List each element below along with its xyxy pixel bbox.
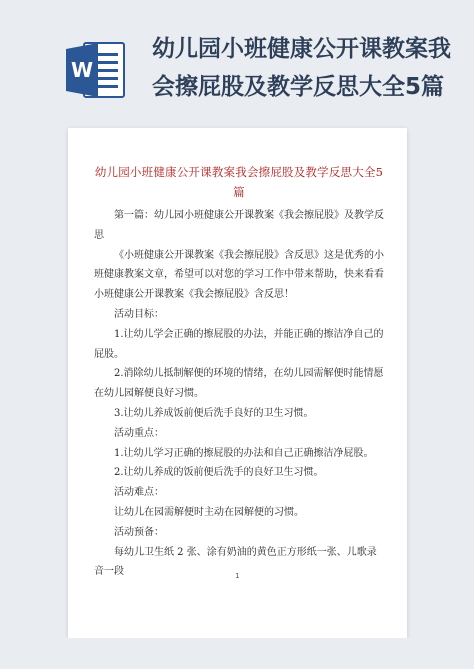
paragraph: 活动预备： xyxy=(114,526,164,538)
document-body xyxy=(94,206,384,582)
paragraph: 3.让幼儿养成饭前便后洗手良好的卫生习惯。 xyxy=(114,407,314,419)
paragraph: 活动难点： xyxy=(114,487,164,499)
page-title: 幼儿园小班健康公开课教案我会擦屁股及教学反思大全5篇 xyxy=(152,36,451,100)
paragraph: 2.让幼儿养成的饭前便后洗手的良好卫生习惯。 xyxy=(114,467,324,479)
page-number: 1 xyxy=(235,572,240,580)
bottom-margin xyxy=(0,638,474,669)
paragraph: 2.消除幼儿抵制解便的环境的情绪，在幼儿园需解便时能情愿在幼儿园解便良好习惯。 xyxy=(94,368,384,400)
document-content xyxy=(94,162,384,582)
paragraph: 让幼儿在园需解便时主动在园解便的习惯。 xyxy=(114,506,304,518)
paragraph: 活动重点： xyxy=(114,427,164,439)
svg-text:W: W xyxy=(70,58,94,82)
word-document-icon xyxy=(64,39,126,101)
paragraph: 1.让幼儿学会正确的擦屁股的办法，并能正确的擦洁净自己的屁股。 xyxy=(94,328,384,360)
document-title: 幼儿园小班健康公开课教案我会擦屁股及教学反思大全5篇 xyxy=(94,165,384,199)
paragraph: 《小班健康公开课教案《我会擦屁股》含反思》这是优秀的小班健康教案文章，希望可以对您的学习工作中带来帮助，快来看看小班健康公开课教案《我会擦屁股》含反思！ xyxy=(94,249,384,301)
document-page xyxy=(68,128,407,638)
paragraph: 第一篇：幼儿园小班健康公开课教案《我会擦屁股》及教学反思 xyxy=(94,210,384,241)
paragraph: 活动目标： xyxy=(114,308,164,320)
paragraph: 每幼儿卫生纸 2 张、涂有奶油的黄色正方形纸一张、儿歌录音一段 xyxy=(94,546,377,578)
page-header xyxy=(0,0,474,128)
paragraph: 1.让幼儿学习正确的擦屁股的办法和自己正确擦洁净屁股。 xyxy=(114,447,374,459)
